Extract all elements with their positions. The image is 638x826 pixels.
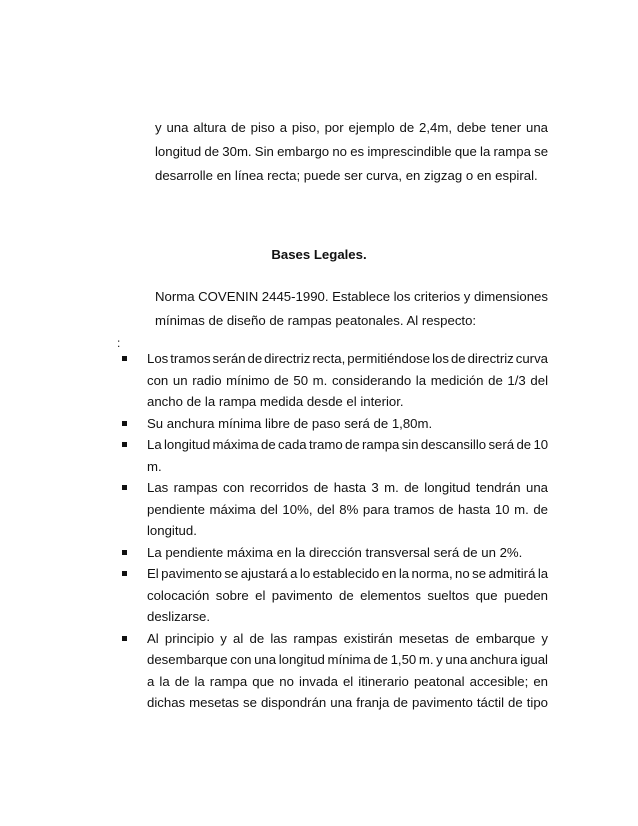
text-line: longitud de 30m. Sin embargo no es imprescindible que la rampa se bbox=[155, 144, 549, 159]
norma-paragraph bbox=[155, 285, 548, 333]
text-line: m. bbox=[147, 458, 162, 474]
text-line: El pavimento se ajustará a lo establecido en la norma, no se admitirá la bbox=[147, 566, 549, 581]
text-line: Norma COVENIN 2445-1990. Establece los criterios y dimensiones bbox=[155, 289, 548, 304]
text-line: mínimas de diseño de rampas peatonales. Al respecto: bbox=[155, 313, 477, 328]
list-item bbox=[119, 348, 548, 413]
text-line: Al principio y al de las rampas existirán mesetas de embarque y bbox=[147, 630, 548, 646]
text-line: desembarque con una longitud mínima de 1,50 m. y una anchura igual bbox=[147, 652, 548, 667]
text-line: y una altura de piso a piso, por ejemplo de 2,4m, debe tener una bbox=[155, 120, 548, 135]
square-bullet-icon bbox=[122, 550, 127, 555]
text-line: desarrolle en línea recta; puede ser curva, en zigzag o en espiral. bbox=[155, 168, 538, 183]
text-line: deslizarse. bbox=[147, 609, 211, 624]
list-item bbox=[119, 563, 548, 628]
text-line: dichas mesetas se dispondrán una franja de pavimento táctil de tipo bbox=[147, 695, 548, 710]
square-bullet-icon bbox=[122, 356, 127, 361]
intro-paragraph bbox=[155, 116, 548, 188]
text-line: con un radio mínimo de 50 m. considerando la medición de 1/3 del bbox=[147, 372, 548, 388]
square-bullet-icon bbox=[122, 571, 127, 576]
square-bullet-icon bbox=[122, 636, 127, 641]
text-line: ancho de la rampa medida desde el interior. bbox=[147, 394, 404, 409]
text-line: La pendiente máxima en la dirección transversal será de un 2%. bbox=[147, 544, 523, 560]
text-line: Los tramos serán de directriz recta, permitiéndose los de directriz curva bbox=[147, 351, 548, 366]
list-item bbox=[119, 477, 548, 542]
list-item bbox=[119, 628, 548, 714]
list-item bbox=[119, 413, 548, 435]
text-line: La longitud máxima de cada tramo de rampa sin descansillo será de 10 bbox=[147, 437, 549, 452]
text-line: Las rampas con recorridos de hasta 3 m. de longitud tendrán una bbox=[147, 480, 548, 495]
text-line: colocación sobre el pavimento de elementos sueltos que pueden bbox=[147, 587, 548, 603]
section-heading: Bases Legales. bbox=[271, 247, 367, 262]
list-item bbox=[119, 542, 548, 564]
square-bullet-icon bbox=[122, 485, 127, 490]
text-line: Su anchura mínima libre de paso será de 1,80m. bbox=[147, 415, 433, 431]
square-bullet-icon bbox=[122, 421, 127, 426]
text-line: pendiente máxima del 10%, del 8% para tramos de hasta 10 m. de bbox=[147, 501, 548, 517]
text-line: longitud. bbox=[147, 523, 197, 538]
text-line: a la de la rampa que no invada el itinerario peatonal accesible; en bbox=[147, 673, 548, 689]
square-bullet-icon bbox=[122, 442, 127, 447]
requirements-list bbox=[119, 348, 548, 714]
list-item bbox=[119, 434, 548, 477]
stray-mark: : bbox=[117, 336, 121, 350]
